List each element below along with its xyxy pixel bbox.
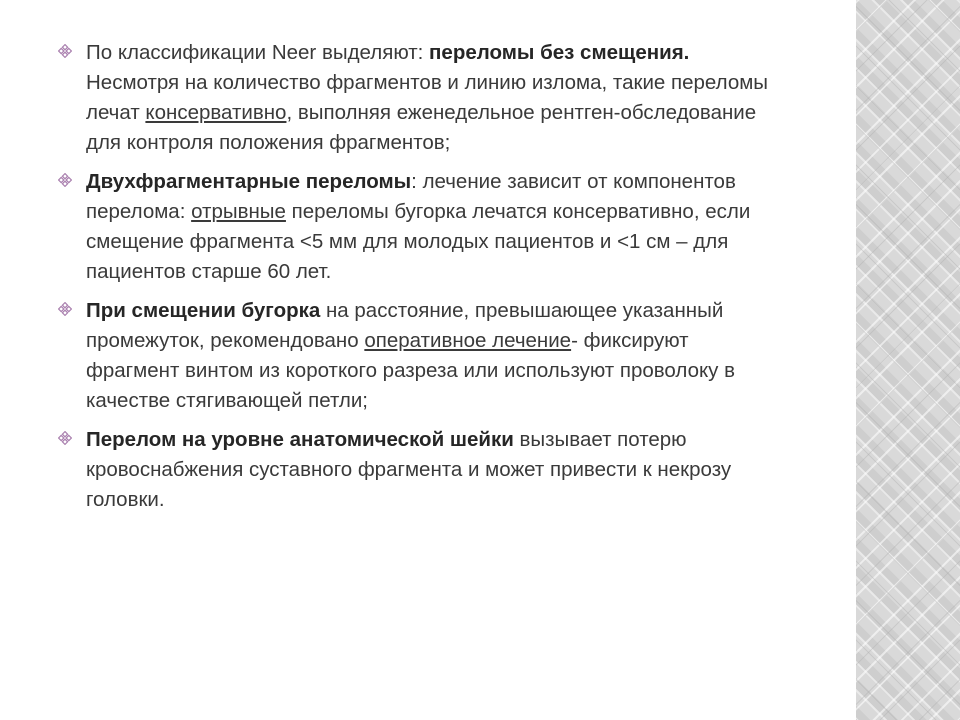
bullet-text <box>86 38 858 158</box>
text-run: переломы бугорка лечатся консервативно, если <box>285 200 751 223</box>
diamond-bullet-icon <box>58 173 72 187</box>
text-run: : лечение зависит от компонентов <box>411 170 736 193</box>
text-run: на расстояние, превышающее указанный <box>320 299 724 322</box>
underlined-phrase: отрывные <box>191 200 286 223</box>
bullet-item <box>58 167 858 287</box>
bullet-list <box>58 38 858 515</box>
text-line <box>86 38 858 68</box>
text-run: лечат <box>86 101 146 124</box>
text-line <box>86 197 858 227</box>
bullet-text <box>86 167 858 287</box>
diamond-bullet-icon <box>58 302 72 316</box>
text-run: , выполняя еженедельное рентген-обследование <box>286 101 757 124</box>
bullet-text <box>86 296 858 416</box>
bold-phrase: Перелом на уровне анатомической шейки <box>86 428 514 451</box>
bullet-item <box>58 38 858 158</box>
text-run: По классификации Neer выделяют: <box>86 41 430 64</box>
text-run: пациентов старше 60 лет. <box>86 260 332 283</box>
text-run: качестве стягивающей петли; <box>86 389 369 412</box>
bullet-item <box>58 296 858 416</box>
text-line <box>86 167 858 197</box>
text-run: головки. <box>86 488 165 511</box>
underlined-phrase: консервативно <box>145 101 287 124</box>
text-run: смещение фрагмента <5 мм для молодых пациентов и <1 см – для <box>86 230 729 253</box>
text-run: перелома: <box>86 200 192 223</box>
diamond-bullet-icon <box>58 44 72 58</box>
text-line <box>86 227 858 257</box>
text-run: промежуток, рекомендовано <box>86 329 365 352</box>
decorative-side-pattern <box>856 0 960 720</box>
text-line <box>86 326 858 356</box>
text-run: - фиксируют <box>571 329 689 352</box>
text-run: фрагмент винтом из короткого разреза или используют проволоку в <box>86 359 736 382</box>
underlined-phrase: оперативное лечение <box>364 329 572 352</box>
text-line <box>86 425 858 455</box>
text-run: кровоснабжения суставного фрагмента и может привести к некрозу <box>86 458 732 481</box>
text-line <box>86 356 858 386</box>
text-run: для контроля положения фрагментов; <box>86 131 451 154</box>
slide-content <box>58 38 858 524</box>
text-run: вызывает потерю <box>513 428 687 451</box>
text-line <box>86 296 858 326</box>
diamond-bullet-icon <box>58 431 72 445</box>
text-line <box>86 257 858 287</box>
text-line <box>86 455 858 485</box>
text-line <box>86 68 858 98</box>
text-line <box>86 386 858 416</box>
bullet-text <box>86 425 858 515</box>
bold-phrase: переломы без смещения. <box>429 41 690 64</box>
text-run: Несмотря на количество фрагментов и линию излома, такие переломы <box>86 71 769 94</box>
bold-phrase: Двухфрагментарные переломы <box>86 170 412 193</box>
bullet-item <box>58 425 858 515</box>
bold-phrase: При смещении бугорка <box>86 299 321 322</box>
text-line <box>86 98 858 128</box>
text-line <box>86 128 858 158</box>
text-line <box>86 485 858 515</box>
